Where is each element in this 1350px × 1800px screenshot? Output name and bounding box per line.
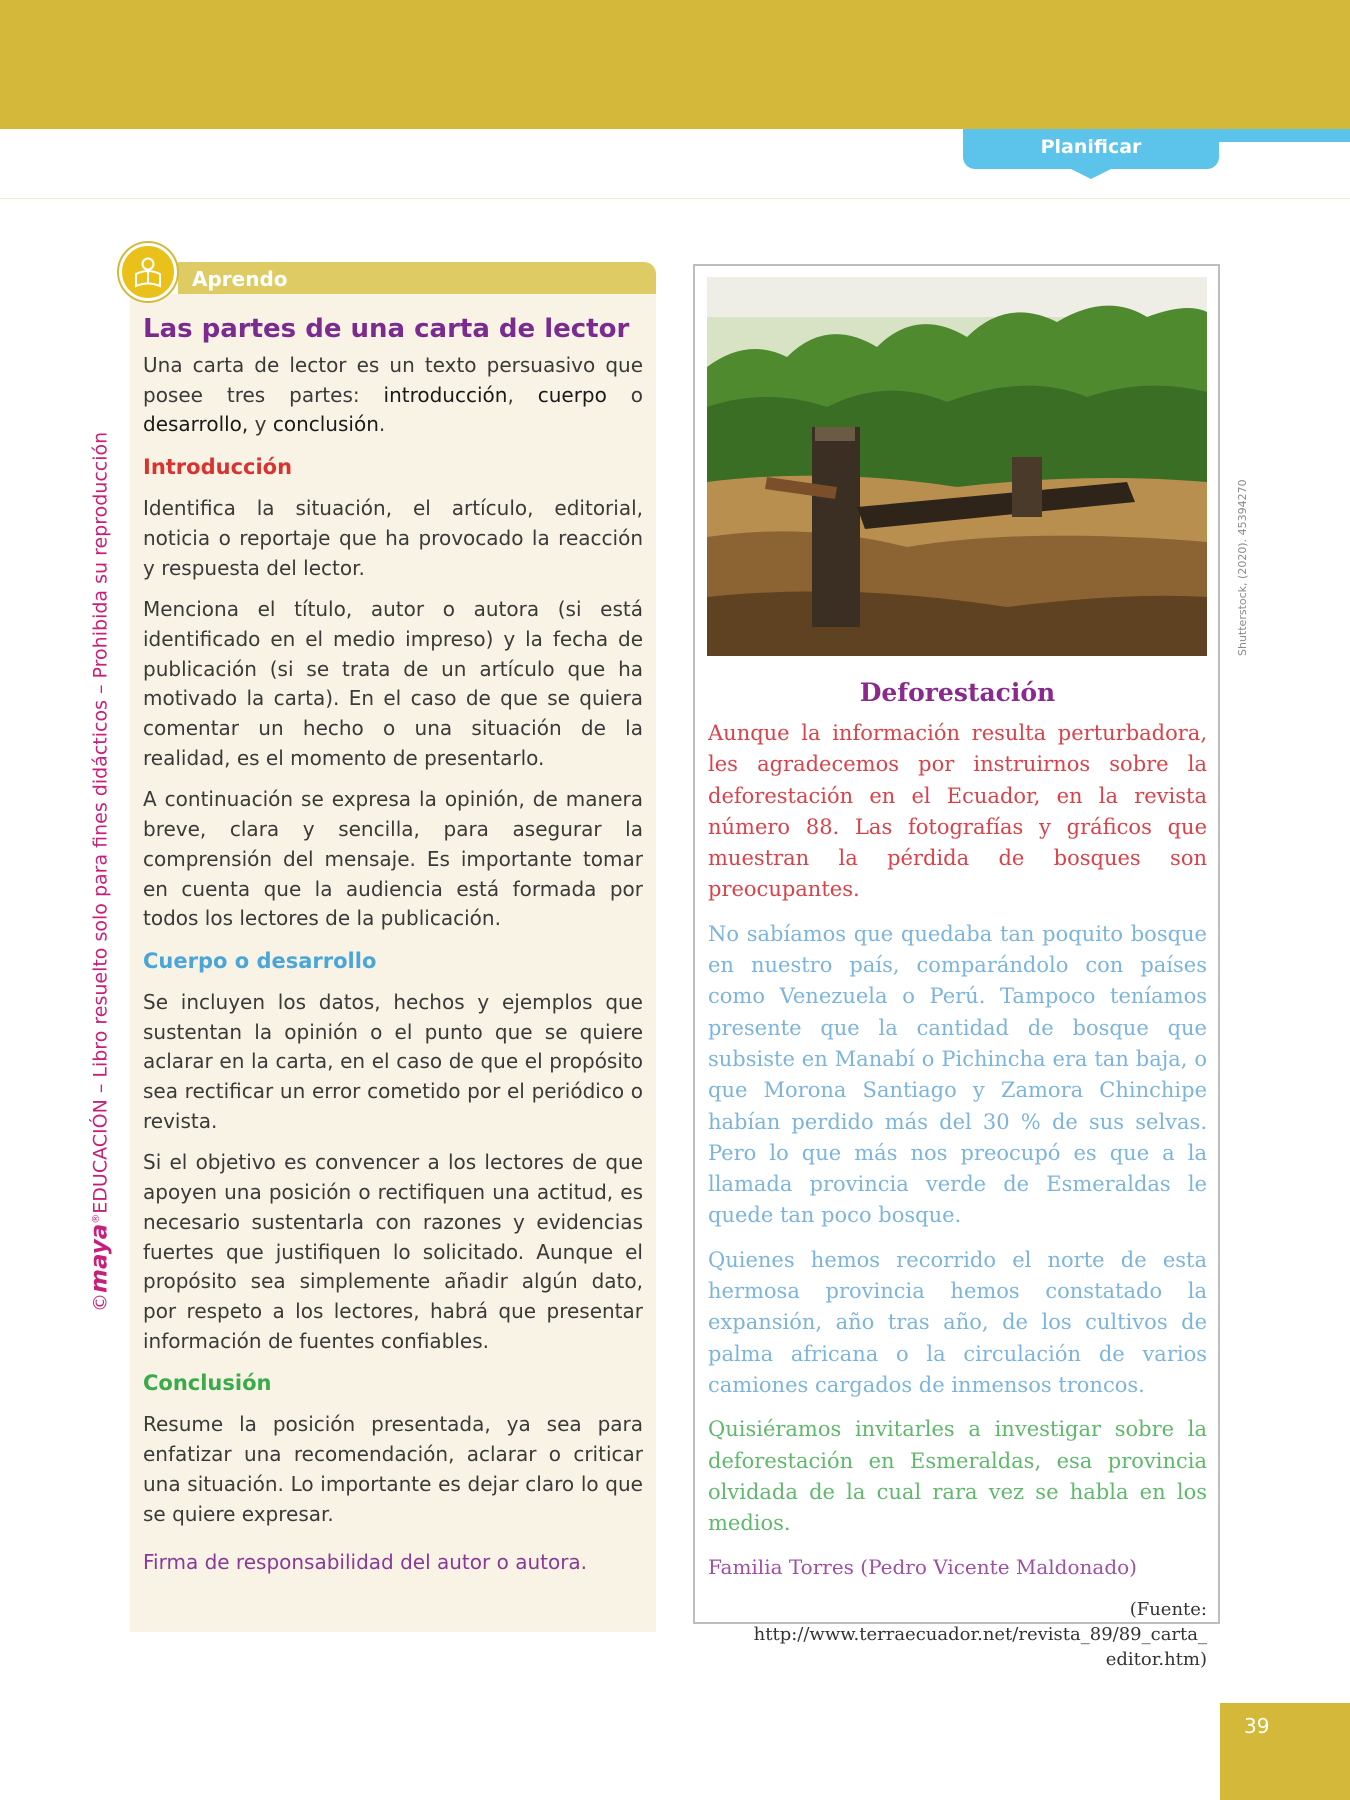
paragraph: A continuación se expresa la opinión, de manera breve, clara y sencilla, para asegurar la comprensión del mensaje. Es importante tomar en cuenta que la audiencia está formada por todos los lectores de la publicación.	[143, 787, 643, 931]
letter-body-2: Quienes hemos recorrido el norte de esta hermosa provincia hemos constatado la expansión, año tras año, de los cultivos de palma africana o la circulación de varios camiones cargados de inmensos troncos.	[708, 1247, 1207, 1397]
header-band	[0, 0, 1350, 129]
photo-credit: Shutterstock, (2020). 45394270	[1236, 479, 1249, 656]
learn-title: Las partes de una carta de lector	[143, 314, 630, 344]
signature-note: Firma de responsabilidad del autor o autora.	[143, 1550, 588, 1575]
learn-label: Aprendo	[192, 267, 288, 291]
heading-cuerpo: Cuerpo o desarrollo	[143, 948, 377, 973]
tab-planificar[interactable]: Planificar	[963, 129, 1219, 169]
learn-content	[143, 312, 643, 1577]
header-divider	[0, 198, 1350, 199]
paragraph: Si el objetivo es convencer a los lectores de que apoyen una posición o rectifiquen una actitud, es necesario sustentarla con razones y evidencias fuertes que justifiquen lo solicitado. Aunque el propósito sea simplemente añadir algún dato, por respeto a los lectores, habrá que presentar información de fuentes confiables.	[143, 1150, 643, 1353]
letter-title: Deforestación	[859, 678, 1056, 707]
registered-mark: ®	[91, 1213, 102, 1224]
heading-introduccion: Introducción	[143, 455, 293, 480]
page-number: 39	[1220, 1703, 1350, 1800]
letter-signature: Familia Torres (Pedro Vicente Maldonado)	[708, 1555, 1137, 1580]
copyright-side-text	[80, 431, 114, 1312]
learn-section-bar	[178, 262, 656, 294]
letter-introduction: Aunque la información resulta perturbadora, les agradecemos por instruirnos sobre la deforestación en el Ecuador, en la revista número 88. Las fotografías y gráficos que muestran la pérdida de bosques son preocupantes.	[708, 721, 1207, 902]
letter-source: (Fuente: http://www.terraecuador.net/revista_89/89_carta_ editor.htm)	[753, 1598, 1207, 1670]
letter-example	[708, 676, 1207, 1685]
paragraph: Resume la posición presentada, ya sea para enfatizar una recomendación, aclarar o criticar una situación. Lo importante es dejar claro lo que se quiere expresar.	[143, 1412, 643, 1526]
reader-icon	[119, 243, 177, 301]
letter-body-1: No sabíamos que quedaba tan poquito bosque en nuestro país, comparándolo con países como Venezuela o Perú. Tampoco teníamos presente que la cantidad de bosque que subsiste en Manabí o Pichincha era tan baja, o que Morona Santiago y Zamora Chinchipe habían perdido más del 30 % de sus selvas. Pero lo que más nos preocupó es que a la llamada provincia verde de Esmeraldas le quede tan poco bosque.	[708, 921, 1207, 1228]
intro-paragraph: Una carta de lector es un texto persuasivo que posee tres partes: introducción, cuerpo o desarrollo, y conclusión.	[143, 353, 643, 437]
deforestation-photo	[707, 277, 1207, 656]
paragraph: Menciona el título, autor o autora (si está identificado en el medio impreso) y la fecha de publicación (si se trata de un artículo que ha motivado la carta). En el caso de que se quiera comentar un hecho o una situación de la realidad, es el momento de presentarlo.	[143, 597, 643, 770]
tab-rail	[1219, 129, 1350, 142]
brand-name: maya	[86, 1223, 113, 1293]
heading-conclusion: Conclusión	[143, 1371, 272, 1396]
paragraph: Identifica la situación, el artículo, editorial, noticia o reportaje que ha provocado la reacción y respuesta del lector.	[143, 496, 643, 580]
paragraph: Se incluyen los datos, hechos y ejemplos que sustentan la opinión o el punto que se quiere aclarar en la carta, en el caso de que el propósito sea rectificar un error cometido por el periódico o revista.	[143, 989, 643, 1133]
letter-conclusion: Quisiéramos invitarles a investigar sobre la deforestación en Esmeraldas, esa provincia olvidada de la cual rara vez se habla en los medios.	[708, 1417, 1207, 1536]
copyright-symbol: ©	[89, 1293, 112, 1312]
copyright-text: EDUCACIÓN – Libro resuelto solo para fines didácticos – Prohibida su reproducción	[89, 431, 112, 1214]
